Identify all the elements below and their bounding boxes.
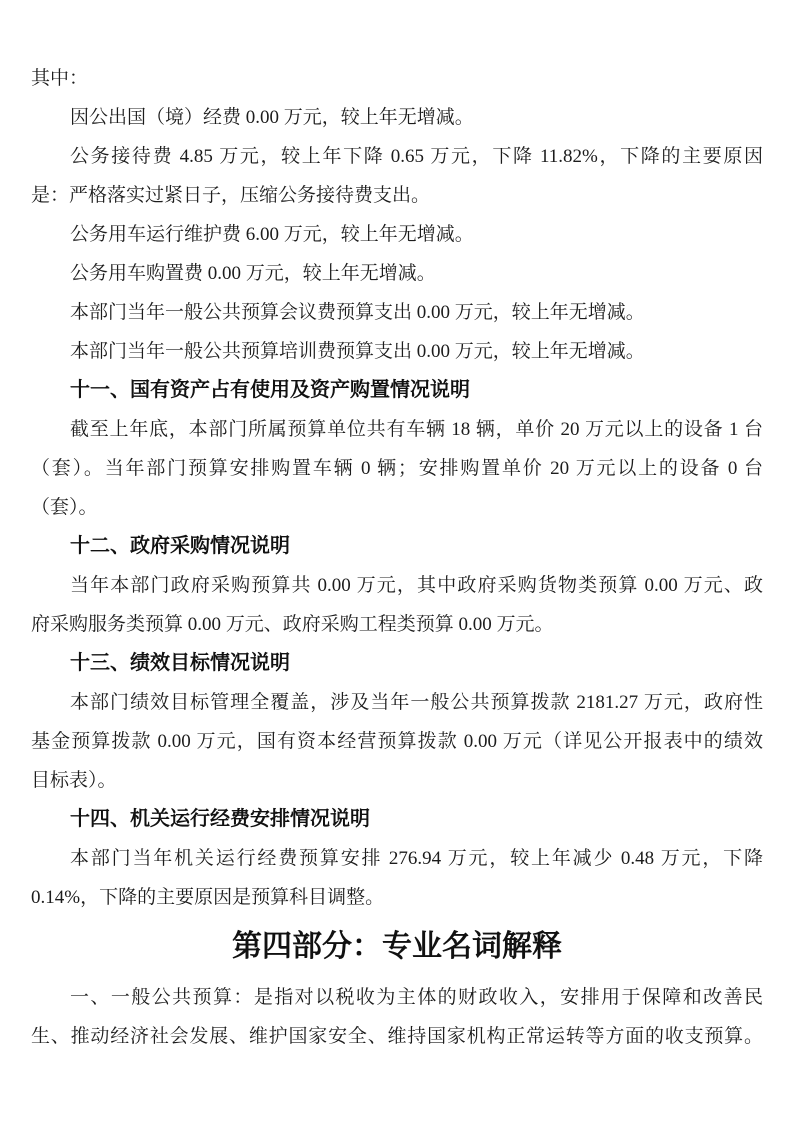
text-line: 本部门当年一般公共预算培训费预算支出 0.00 万元，较上年无增减。 [70,341,645,362]
para-performance [31,683,763,800]
para-training-fee [31,332,763,371]
para-abroad-expense [31,98,763,137]
para-procurement [31,566,763,644]
text-line: 0.14%，下降的主要原因是预算科目调整。 [31,887,385,908]
para-term-general-public-budget [31,978,763,1056]
text-line: 目标表）。 [31,770,117,791]
text-line: 因公出国（境）经费 0.00 万元，较上年无增减。 [70,107,474,128]
para-among-which [31,59,763,98]
text-line: 基金预算拨款 0.00 万元，国有资本经营预算拨款 0.00 万元（详见公开报表中的绩效 [31,731,763,752]
section-heading-text: 十四、机关运行经费安排情况说明 [70,808,370,830]
title-part4-terminology [31,922,763,972]
para-official-reception [31,137,763,215]
text-line: 其中： [31,68,89,89]
part-title-text: 第四部分：专业名词解释 [232,930,562,963]
text-line: 当年本部门政府采购预算共 0.00 万元，其中政府采购货物类预算 0.00 万元、政 [70,575,763,596]
text-line: 公务用车购置费 0.00 万元，较上年无增减。 [70,263,436,284]
text-line: 公务用车运行维护费 6.00 万元，较上年无增减。 [70,224,474,245]
text-line: 府采购服务类预算 0.00 万元、政府采购工程类预算 0.00 万元。 [31,614,554,635]
para-operating-funds [31,839,763,917]
section-heading-text: 十三、绩效目标情况说明 [70,652,290,674]
para-state-assets [31,410,763,527]
text-line: 本部门绩效目标管理全覆盖，涉及当年一般公共预算拨款 2181.27 万元，政府性 [70,692,763,713]
text-line: 本部门当年一般公共预算会议费预算支出 0.00 万元，较上年无增减。 [70,302,645,323]
text-line: 公务接待费 4.85 万元，较上年下降 0.65 万元，下降 11.82%，下降的主要原因 [70,146,763,167]
text-line: 是：严格落实过紧日子，压缩公务接待费支出。 [31,185,431,206]
heading-14-operating-funds [31,800,763,839]
text-line: 生、推动经济社会发展、维护国家安全、维持国家机构正常运转等方面的收支预算。 [31,1026,763,1047]
para-meeting-fee [31,293,763,332]
text-line: 一、一般公共预算：是指对以税收为主体的财政收入，安排用于保障和改善民 [70,987,763,1008]
document-body [31,59,763,1056]
section-heading-text: 十二、政府采购情况说明 [70,535,290,557]
text-line: （套）。 [31,497,98,518]
heading-13-performance [31,644,763,683]
section-heading-text: 十一、国有资产占有使用及资产购置情况说明 [70,379,470,401]
text-line: 截至上年底，本部门所属预算单位共有车辆 18 辆，单价 20 万元以上的设备 1 台 [70,419,763,440]
heading-12-procurement [31,527,763,566]
text-line: 本部门当年机关运行经费预算安排 276.94 万元，较上年减少 0.48 万元，下降 [70,848,763,869]
para-vehicle-purchase [31,254,763,293]
heading-11-state-assets [31,371,763,410]
text-line: （套）。当年部门预算安排购置车辆 0 辆；安排购置单价 20 万元以上的设备 0 台 [31,458,763,479]
para-vehicle-maintenance [31,215,763,254]
